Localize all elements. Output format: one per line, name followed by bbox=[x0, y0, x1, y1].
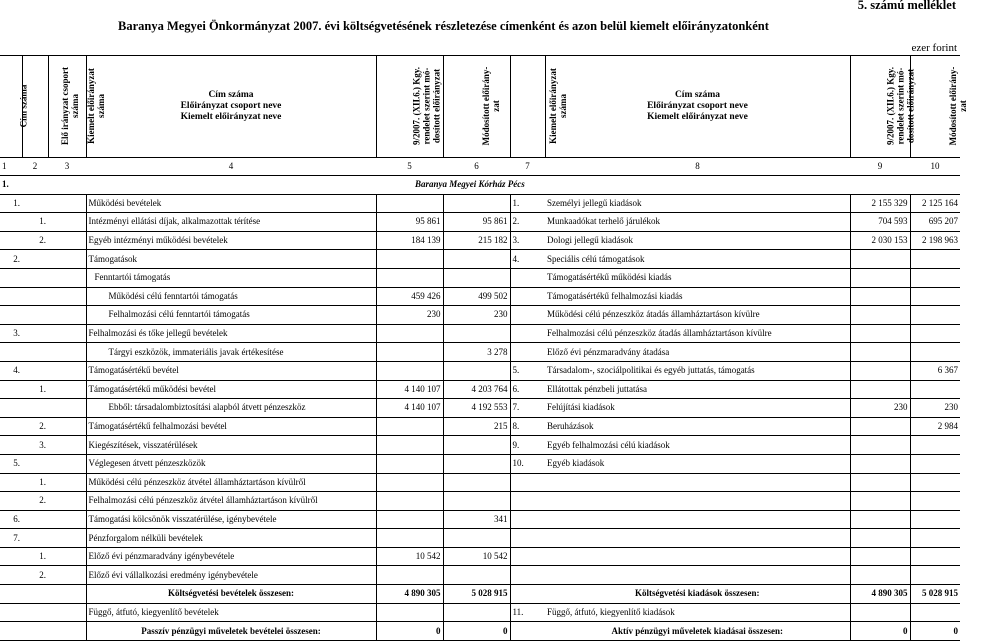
expense-label: Felhalmozási célú pénzeszköz átadás államháztartáson kívülre bbox=[545, 324, 850, 343]
expense-value-mod bbox=[910, 250, 960, 269]
subgroup-number bbox=[22, 194, 48, 213]
expense-label: Egyéb felhalmozási célú kiadások bbox=[545, 436, 850, 455]
totals-row bbox=[0, 603, 960, 622]
expense-number bbox=[510, 343, 545, 362]
expense-value-mod: 230 bbox=[910, 399, 960, 418]
expense-label: Dologi jellegű kiadások bbox=[545, 231, 850, 250]
expense-number bbox=[510, 324, 545, 343]
revenue-value-orig bbox=[376, 324, 443, 343]
revenue-value-mod: 230 bbox=[443, 306, 510, 325]
revenue-value-orig bbox=[376, 343, 443, 362]
col-header-9: 9/2007. (XII.6.) Kgy. rendelet szerint mó- dosított előirányzat bbox=[885, 67, 915, 146]
group-number: 5. bbox=[0, 454, 22, 473]
spacer-cell bbox=[48, 250, 86, 269]
revenue-total-label: Passzív pénzügyi műveletek bevételei összesen: bbox=[86, 622, 376, 641]
expense-label: Egyéb kiadások bbox=[545, 454, 850, 473]
spacer-cell bbox=[48, 380, 86, 399]
expense-number bbox=[510, 510, 545, 529]
revenue-value-mod: 215 182 bbox=[443, 231, 510, 250]
expense-value-orig bbox=[850, 510, 910, 529]
budget-table bbox=[0, 55, 968, 641]
expense-value-orig bbox=[850, 566, 910, 585]
spacer-cell bbox=[48, 194, 86, 213]
group-number bbox=[0, 473, 22, 492]
subgroup-number bbox=[22, 287, 48, 306]
expense-value-mod bbox=[910, 547, 960, 566]
table-row bbox=[0, 473, 960, 492]
revenue-total-label: Függő, átfutó, kiegyenlítő bevételek bbox=[86, 603, 376, 622]
expense-number bbox=[510, 268, 545, 287]
subgroup-number bbox=[22, 454, 48, 473]
spacer-cell bbox=[48, 213, 86, 232]
revenue-value-mod bbox=[443, 324, 510, 343]
revenue-value-mod: 499 502 bbox=[443, 287, 510, 306]
expense-number bbox=[510, 287, 545, 306]
expense-label bbox=[545, 566, 850, 585]
group-number bbox=[0, 343, 22, 362]
spacer-cell bbox=[48, 566, 86, 585]
expense-value-mod bbox=[910, 510, 960, 529]
expense-value-mod: 2 984 bbox=[910, 417, 960, 436]
subgroup-number: 2. bbox=[22, 417, 48, 436]
expense-value-mod bbox=[910, 324, 960, 343]
spacer-cell bbox=[22, 603, 48, 622]
revenue-label: Támogatásértékű működési bevétel bbox=[86, 380, 376, 399]
table-row bbox=[0, 343, 960, 362]
expense-label: Munkaadókat terhelő járulékok bbox=[545, 213, 850, 232]
revenue-total-mod: 5 028 915 bbox=[443, 585, 510, 604]
expense-value-mod: 2 198 963 bbox=[910, 231, 960, 250]
expense-value-mod bbox=[910, 473, 960, 492]
group-number: 7. bbox=[0, 529, 22, 548]
spacer-cell bbox=[48, 399, 86, 418]
expense-value-orig bbox=[850, 417, 910, 436]
revenue-value-orig: 95 861 bbox=[376, 213, 443, 232]
col-header-1: Cím száma bbox=[18, 84, 29, 128]
spacer-cell bbox=[48, 417, 86, 436]
spacer-cell bbox=[48, 306, 86, 325]
expense-value-orig bbox=[850, 361, 910, 380]
group-number bbox=[0, 380, 22, 399]
expense-number bbox=[510, 585, 545, 604]
revenue-label: Kiegészítések, visszatérülések bbox=[86, 436, 376, 455]
table-row bbox=[0, 547, 960, 566]
expense-number: 11. bbox=[510, 603, 545, 622]
group-number: 1. bbox=[0, 194, 22, 213]
group-number: 4. bbox=[0, 361, 22, 380]
revenue-value-orig bbox=[376, 250, 443, 269]
table-row bbox=[0, 324, 960, 343]
expense-label: Támogatásértékű működési kiadás bbox=[545, 268, 850, 287]
col-number: 9 bbox=[850, 158, 910, 176]
revenue-value-orig: 184 139 bbox=[376, 231, 443, 250]
expense-label bbox=[545, 529, 850, 548]
table-row bbox=[0, 361, 960, 380]
expense-total-label: Költségvetési kiadások összesen: bbox=[545, 585, 850, 604]
group-number bbox=[0, 492, 22, 511]
group-number: 6. bbox=[0, 510, 22, 529]
expense-value-orig bbox=[850, 473, 910, 492]
spacer-cell bbox=[22, 622, 48, 641]
expense-value-mod bbox=[910, 436, 960, 455]
expense-value-mod bbox=[910, 268, 960, 287]
totals-row bbox=[0, 622, 960, 641]
expense-label: Beruházások bbox=[545, 417, 850, 436]
col-header-4c: Kiemelt előirányzat neve bbox=[180, 112, 282, 122]
col-number: 7 bbox=[510, 158, 545, 176]
revenue-total-orig: 4 890 305 bbox=[376, 585, 443, 604]
group-number bbox=[0, 547, 22, 566]
col-header-8b: Előirányzat csoport neve bbox=[647, 101, 748, 111]
expense-number: 1. bbox=[510, 194, 545, 213]
group-number bbox=[0, 566, 22, 585]
expense-number bbox=[510, 473, 545, 492]
revenue-label: Intézményi ellátási díjak, alkalmazottak térítése bbox=[86, 213, 376, 232]
expense-value-orig bbox=[850, 529, 910, 548]
expense-value-mod bbox=[910, 287, 960, 306]
section-name: Baranya Megyei Kórház Pécs bbox=[415, 176, 720, 195]
revenue-value-orig: 4 140 107 bbox=[376, 380, 443, 399]
revenue-value-orig bbox=[376, 510, 443, 529]
group-number bbox=[0, 436, 22, 455]
table-row bbox=[0, 417, 960, 436]
revenue-value-mod: 215 bbox=[443, 417, 510, 436]
subgroup-number: 3. bbox=[22, 436, 48, 455]
revenue-value-orig bbox=[376, 436, 443, 455]
spacer-cell bbox=[0, 622, 22, 641]
subgroup-number bbox=[22, 399, 48, 418]
col-header-7: Kiemelt előirányzat száma bbox=[547, 68, 568, 144]
group-number bbox=[0, 231, 22, 250]
subgroup-number bbox=[22, 306, 48, 325]
revenue-value-mod: 341 bbox=[443, 510, 510, 529]
expense-value-orig: 2 155 329 bbox=[850, 194, 910, 213]
expense-number bbox=[510, 492, 545, 511]
revenue-value-orig bbox=[376, 454, 443, 473]
revenue-value-orig bbox=[376, 194, 443, 213]
revenue-value-mod: 4 203 764 bbox=[443, 380, 510, 399]
subgroup-number: 2. bbox=[22, 231, 48, 250]
revenue-label: Támogatások bbox=[86, 250, 376, 269]
revenue-label: Felhalmozási és tőke jellegű bevételek bbox=[86, 324, 376, 343]
spacer-cell bbox=[48, 492, 86, 511]
expense-value-mod bbox=[910, 566, 960, 585]
subgroup-number bbox=[22, 268, 48, 287]
table-row bbox=[0, 510, 960, 529]
expense-number: 3. bbox=[510, 231, 545, 250]
revenue-value-orig bbox=[376, 492, 443, 511]
expense-label bbox=[545, 473, 850, 492]
revenue-label: Tárgyi eszközök, immateriális javak értékesítése bbox=[86, 343, 376, 362]
expense-total-mod bbox=[910, 603, 960, 622]
subgroup-number bbox=[22, 324, 48, 343]
revenue-label: Működési bevételek bbox=[86, 194, 376, 213]
expense-number: 6. bbox=[510, 380, 545, 399]
table-row bbox=[0, 454, 960, 473]
spacer-cell bbox=[0, 585, 22, 604]
expense-value-orig bbox=[850, 324, 910, 343]
group-number bbox=[0, 268, 22, 287]
revenue-value-orig: 230 bbox=[376, 306, 443, 325]
column-number-row bbox=[0, 158, 960, 176]
revenue-value-orig bbox=[376, 417, 443, 436]
col-number: 2 bbox=[22, 158, 48, 176]
expense-number: 2. bbox=[510, 213, 545, 232]
expense-value-mod: 695 207 bbox=[910, 213, 960, 232]
totals-row bbox=[0, 585, 960, 604]
spacer-cell bbox=[48, 287, 86, 306]
table-row bbox=[0, 250, 960, 269]
col-number: 6 bbox=[443, 158, 510, 176]
expense-value-orig bbox=[850, 268, 910, 287]
expense-label: Előző évi pénzmaradvány átadása bbox=[545, 343, 850, 362]
expense-total-mod: 0 bbox=[910, 622, 960, 641]
revenue-value-mod bbox=[443, 492, 510, 511]
group-number bbox=[0, 287, 22, 306]
spacer-cell bbox=[48, 603, 86, 622]
revenue-total-mod bbox=[443, 603, 510, 622]
expense-label: Személyi jellegű kiadások bbox=[545, 194, 850, 213]
revenue-total-orig bbox=[376, 603, 443, 622]
expense-label bbox=[545, 547, 850, 566]
spacer-cell bbox=[0, 603, 22, 622]
subgroup-number: 2. bbox=[22, 492, 48, 511]
subgroup-number: 1. bbox=[22, 213, 48, 232]
expense-value-mod bbox=[910, 380, 960, 399]
spacer-cell bbox=[22, 585, 48, 604]
group-number: 3. bbox=[0, 324, 22, 343]
spacer-cell bbox=[48, 324, 86, 343]
revenue-value-mod bbox=[443, 529, 510, 548]
spacer-cell bbox=[48, 585, 86, 604]
revenue-label: Támogatásértékű bevétel bbox=[86, 361, 376, 380]
col-number: 10 bbox=[910, 158, 960, 176]
expense-value-mod: 6 367 bbox=[910, 361, 960, 380]
revenue-label: Támogatási kölcsönök visszatérülése, igénybevétele bbox=[86, 510, 376, 529]
table-row bbox=[0, 399, 960, 418]
group-number bbox=[0, 213, 22, 232]
expense-label: Támogatásértékű felhalmozási kiadás bbox=[545, 287, 850, 306]
revenue-total-orig: 0 bbox=[376, 622, 443, 641]
group-number bbox=[0, 399, 22, 418]
expense-value-orig: 2 030 153 bbox=[850, 231, 910, 250]
subgroup-number bbox=[22, 250, 48, 269]
expense-number: 5. bbox=[510, 361, 545, 380]
col-header-4a: Cím száma bbox=[208, 90, 254, 100]
revenue-value-mod bbox=[443, 473, 510, 492]
spacer-cell bbox=[48, 454, 86, 473]
expense-total-label: Függő, átfutó, kiegyenlítő kiadások bbox=[545, 603, 850, 622]
revenue-value-mod bbox=[443, 361, 510, 380]
revenue-value-orig bbox=[376, 529, 443, 548]
col-number: 8 bbox=[545, 158, 850, 176]
table-row bbox=[0, 213, 960, 232]
col-number: 1 bbox=[0, 158, 22, 176]
revenue-label: Előző évi vállalkozási eredmény igénybevétele bbox=[86, 566, 376, 585]
subgroup-number: 1. bbox=[22, 473, 48, 492]
col-header-4b: Előirányzat csoport neve bbox=[180, 101, 282, 111]
expense-value-mod bbox=[910, 454, 960, 473]
spacer-cell bbox=[48, 343, 86, 362]
expense-number bbox=[510, 547, 545, 566]
table-row bbox=[0, 566, 960, 585]
col-header-2: Elő irányzat csoport száma bbox=[59, 67, 80, 145]
table-row bbox=[0, 380, 960, 399]
attachment-label: 5. számú melléklet bbox=[857, 0, 956, 12]
expense-number bbox=[510, 306, 545, 325]
col-header-8c: Kiemelt előirányzat neve bbox=[647, 112, 748, 122]
col-header-3: Kiemelt előirányzat száma bbox=[85, 68, 106, 144]
revenue-value-mod bbox=[443, 436, 510, 455]
spacer-cell bbox=[48, 436, 86, 455]
revenue-label: Felhalmozási célú pénzeszköz átvétel államháztartáson kívülről bbox=[86, 492, 376, 511]
expense-total-orig: 4 890 305 bbox=[850, 585, 910, 604]
section-number: 1. bbox=[0, 176, 22, 195]
expense-value-mod bbox=[910, 529, 960, 548]
revenue-value-orig: 459 426 bbox=[376, 287, 443, 306]
expense-value-orig bbox=[850, 436, 910, 455]
revenue-value-mod: 95 861 bbox=[443, 213, 510, 232]
expense-value-orig bbox=[850, 454, 910, 473]
revenue-label: Támogatásértékű felhalmozási bevétel bbox=[86, 417, 376, 436]
table-row bbox=[0, 492, 960, 511]
expense-total-orig bbox=[850, 603, 910, 622]
revenue-label: Fenntartói támogatás bbox=[86, 268, 376, 287]
expense-label: Ellátottak pénzbeli juttatása bbox=[545, 380, 850, 399]
expense-number: 8. bbox=[510, 417, 545, 436]
revenue-value-orig bbox=[376, 361, 443, 380]
expense-number bbox=[510, 529, 545, 548]
expense-label: Működési célú pénzeszköz átadás államháztartáson kívülre bbox=[545, 306, 850, 325]
revenue-value-mod bbox=[443, 566, 510, 585]
expense-number: 10. bbox=[510, 454, 545, 473]
table-row bbox=[0, 194, 960, 213]
header-row bbox=[0, 56, 960, 158]
expense-value-mod bbox=[910, 343, 960, 362]
revenue-total-mod: 0 bbox=[443, 622, 510, 641]
group-number bbox=[0, 417, 22, 436]
expense-label: Társadalom-, szociálpolitikai és egyéb juttatás, támogatás bbox=[545, 361, 850, 380]
expense-value-orig bbox=[850, 380, 910, 399]
expense-value-orig bbox=[850, 547, 910, 566]
unit-label: ezer forint bbox=[911, 42, 957, 54]
revenue-value-mod: 4 192 553 bbox=[443, 399, 510, 418]
spacer-cell bbox=[48, 361, 86, 380]
expense-total-orig: 0 bbox=[850, 622, 910, 641]
table-row bbox=[0, 436, 960, 455]
revenue-value-mod bbox=[443, 268, 510, 287]
col-header-5: 9/2007. (XII.6.) Kgy. rendelet szerint mó- dosított előirányzat bbox=[411, 67, 441, 146]
page-title: Baranya Megyei Önkormányzat 2007. évi költségvetésének részletezése címenként és azon belül kiemelt előirányzatonként bbox=[118, 19, 769, 33]
table-row bbox=[0, 529, 960, 548]
spacer-cell bbox=[48, 529, 86, 548]
revenue-label: Előző évi pénzmaradvány igénybevétele bbox=[86, 547, 376, 566]
revenue-label: Egyéb intézményi működési bevételek bbox=[86, 231, 376, 250]
revenue-label: Pénzforgalom nélküli bevételek bbox=[86, 529, 376, 548]
spacer-cell bbox=[48, 510, 86, 529]
group-number: 2. bbox=[0, 250, 22, 269]
col-header-8a: Cím száma bbox=[674, 90, 721, 100]
revenue-value-orig bbox=[376, 566, 443, 585]
revenue-value-mod bbox=[443, 454, 510, 473]
table-row bbox=[0, 306, 960, 325]
col-number: 3 bbox=[48, 158, 86, 176]
revenue-value-mod bbox=[443, 250, 510, 269]
expense-number: 4. bbox=[510, 250, 545, 269]
revenue-label: Véglegesen átvett pénzeszközök bbox=[86, 454, 376, 473]
expense-total-label: Aktív pénzügyi műveletek kiadásai összesen: bbox=[545, 622, 850, 641]
expense-value-orig: 230 bbox=[850, 399, 910, 418]
expense-value-orig bbox=[850, 343, 910, 362]
expense-label bbox=[545, 510, 850, 529]
col-header-10: Módosított előirány- zat bbox=[947, 66, 968, 146]
revenue-label: Működési célú pénzeszköz átvétel államháztartáson kívülről bbox=[86, 473, 376, 492]
revenue-value-mod: 3 278 bbox=[443, 343, 510, 362]
expense-value-mod: 2 125 164 bbox=[910, 194, 960, 213]
col-number: 5 bbox=[376, 158, 443, 176]
expense-label: Felújítási kiadások bbox=[545, 399, 850, 418]
subgroup-number bbox=[22, 343, 48, 362]
col-number: 4 bbox=[86, 158, 376, 176]
spacer-cell bbox=[48, 622, 86, 641]
expense-number: 7. bbox=[510, 399, 545, 418]
revenue-value-mod bbox=[443, 194, 510, 213]
expense-number bbox=[510, 566, 545, 585]
group-number bbox=[0, 306, 22, 325]
expense-value-mod bbox=[910, 492, 960, 511]
expense-value-orig bbox=[850, 492, 910, 511]
expense-number bbox=[510, 622, 545, 641]
expense-number: 9. bbox=[510, 436, 545, 455]
subgroup-number: 1. bbox=[22, 547, 48, 566]
spacer-cell bbox=[48, 268, 86, 287]
expense-value-orig: 704 593 bbox=[850, 213, 910, 232]
table-row bbox=[0, 268, 960, 287]
revenue-label: Működési célú fenntartói támogatás bbox=[86, 287, 376, 306]
revenue-value-orig bbox=[376, 268, 443, 287]
expense-label: Speciális célú támogatások bbox=[545, 250, 850, 269]
col-header-6: Módosított előirány- zat bbox=[480, 66, 501, 146]
subgroup-number: 2. bbox=[22, 566, 48, 585]
subgroup-number bbox=[22, 510, 48, 529]
expense-total-mod: 5 028 915 bbox=[910, 585, 960, 604]
expense-label bbox=[545, 492, 850, 511]
section-row bbox=[0, 176, 960, 195]
expense-value-mod bbox=[910, 306, 960, 325]
revenue-total-label: Költségvetési bevételek összesen: bbox=[86, 585, 376, 604]
revenue-label: Ebből: társadalombiztosítási alapból átvett pénzeszköz bbox=[86, 399, 376, 418]
table-row bbox=[0, 231, 960, 250]
table-row bbox=[0, 287, 960, 306]
spacer-cell bbox=[48, 473, 86, 492]
revenue-value-mod: 10 542 bbox=[443, 547, 510, 566]
expense-value-orig bbox=[850, 287, 910, 306]
revenue-label: Felhalmozási célú fenntartói támogatás bbox=[86, 306, 376, 325]
subgroup-number bbox=[22, 529, 48, 548]
expense-value-orig bbox=[850, 250, 910, 269]
spacer-cell bbox=[48, 547, 86, 566]
revenue-value-orig: 4 140 107 bbox=[376, 399, 443, 418]
spacer-cell bbox=[48, 231, 86, 250]
subgroup-number: 1. bbox=[22, 380, 48, 399]
expense-value-orig bbox=[850, 306, 910, 325]
revenue-value-orig bbox=[376, 473, 443, 492]
revenue-value-orig: 10 542 bbox=[376, 547, 443, 566]
subgroup-number bbox=[22, 361, 48, 380]
